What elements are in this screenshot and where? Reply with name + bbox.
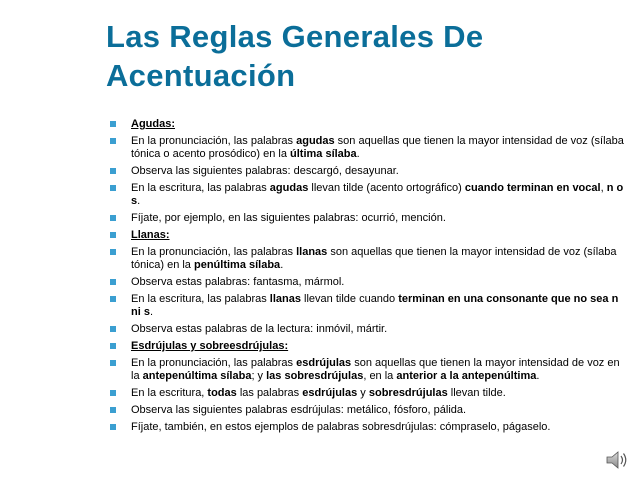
bullet-text: Agudas: [131,118,175,130]
bullet-item [106,246,626,272]
bullet-marker [110,424,116,430]
bullet-item [106,404,626,417]
bullet-marker [110,232,116,238]
bullet-marker [110,296,116,302]
bullet-marker [110,138,116,144]
bullet-item [106,340,626,353]
bullet-marker [110,279,116,285]
bullet-text: En la pronunciación, las palabras llanas son aquellas que tienen la mayor intensidad de voz (sílaba tónica) en la penúltima sílaba. [131,246,617,271]
bullet-text: En la escritura, las palabras llanas llevan tilde cuando terminan en una consonante que no sea n ni s. [131,293,619,318]
bullet-item [106,421,626,434]
bullet-marker [110,343,116,349]
bullet-marker [110,168,116,174]
bullet-marker [110,249,116,255]
bullet-item [106,165,626,178]
bullet-marker [110,326,116,332]
bullet-text: Observa estas palabras de la lectura: inmóvil, mártir. [131,323,388,335]
bullet-text: Llanas: [131,229,170,241]
bullet-marker [110,407,116,413]
bullet-marker [110,360,116,366]
bullet-item [106,293,626,319]
bullet-text: En la escritura, las palabras agudas llevan tilde (acento ortográfico) cuando terminan en vocal, n o s. [131,182,624,207]
bullet-text: Esdrújulas y sobreesdrújulas: [131,340,289,352]
speaker-icon[interactable] [604,448,630,472]
bullet-text: En la escritura, todas las palabras esdrújulas y sobresdrújulas llevan tilde. [131,387,506,399]
bullet-list [106,118,626,438]
bullet-item [106,118,626,131]
bullet-text: Observa estas palabras: fantasma, mármol. [131,276,345,288]
bullet-marker [110,185,116,191]
bullet-marker [110,215,116,221]
bullet-text: En la pronunciación, las palabras agudas son aquellas que tienen la mayor intensidad de voz (sílaba tónica o acento prosódico) en la última sílaba. [131,135,624,160]
bullet-item [106,182,626,208]
bullet-item [106,276,626,289]
bullet-text: Fíjate, también, en estos ejemplos de palabras sobresdrújulas: cómpraselo, págaselo. [131,421,551,433]
bullet-item [106,229,626,242]
bullet-text: Fíjate, por ejemplo, en las siguientes palabras: ocurrió, mención. [131,212,446,224]
bullet-item [106,387,626,400]
title-line-2: Acentuación [106,58,296,93]
bullet-text: En la pronunciación, las palabras esdrújulas son aquellas que tienen la mayor intensidad de voz en la antepenúltima sílaba; y las sobresdrújulas, en la anterior a la antepenúltima. [131,357,620,382]
bullet-item [106,323,626,336]
bullet-text: Observa las siguientes palabras: descargó, desayunar. [131,165,399,177]
bullet-marker [110,121,116,127]
bullet-item [106,212,626,225]
title-line-1: Las Reglas Generales De [106,19,484,54]
bullet-item [106,135,626,161]
bullet-marker [110,390,116,396]
bullet-text: Observa las siguientes palabras esdrújulas: metálico, fósforo, pálida. [131,404,467,416]
bullet-item [106,357,626,383]
slide-title [106,17,626,107]
